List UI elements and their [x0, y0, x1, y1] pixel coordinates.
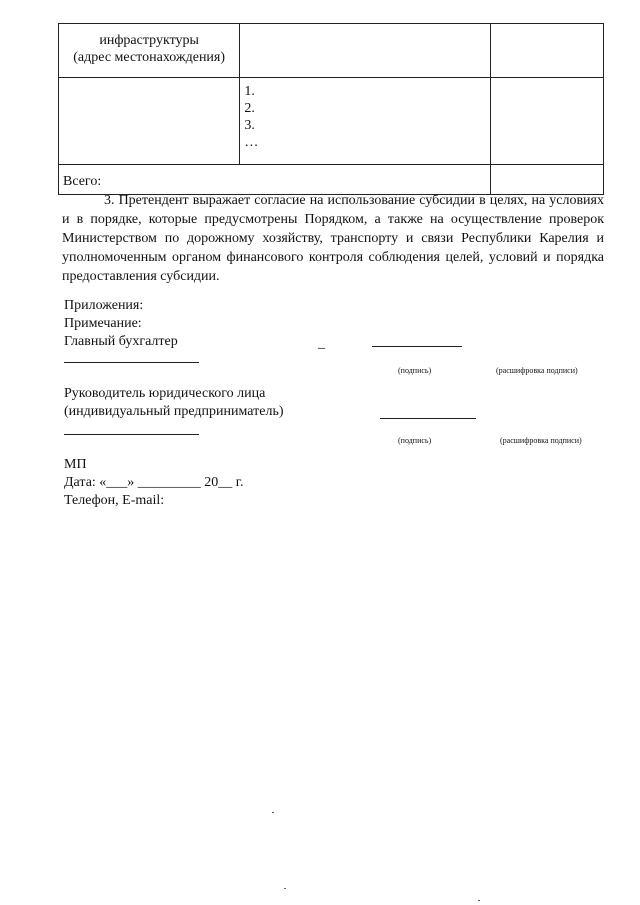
- attachments-label: Приложения:: [64, 298, 144, 313]
- scan-speck: [478, 900, 480, 901]
- list-item: 1.: [244, 84, 255, 99]
- accountant-decoding-caption: (расшифровка подписи): [496, 366, 578, 375]
- accountant-decoding-line: [372, 346, 462, 347]
- list-item: 2.: [244, 101, 255, 116]
- date-line: Дата: «___» _________ 20__ г.: [64, 475, 244, 490]
- head-title-line1: Руководитель юридического лица: [64, 386, 266, 401]
- subsidy-table: [58, 23, 604, 195]
- numbered-list-cell: [240, 78, 491, 165]
- list-item: …: [244, 135, 259, 150]
- head-decoding-line: [380, 418, 476, 419]
- infrastructure-address-cell: [59, 24, 240, 78]
- scan-speck: [284, 888, 286, 889]
- table-cell: [59, 78, 240, 165]
- chief-accountant-label: Главный бухгалтер: [64, 334, 178, 349]
- stamp-label: МП: [64, 457, 87, 472]
- table-row: [59, 24, 604, 78]
- consent-paragraph: 3. Претендент выражает согласие на использование субсидии в целях, на условиях и в порядке, которые предусмотрены Порядком, а также на осуществление проверок Министерством по дорожному хозяйству, транспорту и связи Республики Карелия и уполномоченным органом финансового контроля соблюдения целей, условий и порядка предоставления субсидии.: [62, 193, 604, 284]
- head-position-line: [64, 434, 199, 435]
- accountant-dash: _: [318, 336, 325, 351]
- table-row: [59, 165, 604, 195]
- total-label-cell: [59, 165, 491, 195]
- head-title-line2: (индивидуальный предприниматель): [64, 404, 284, 419]
- head-decoding-caption: (расшифровка подписи): [500, 436, 582, 445]
- table-row: [59, 78, 604, 165]
- table-cell: [240, 24, 491, 78]
- infrastructure-address-label: инфраструктуры (адрес местонахождения): [73, 33, 226, 65]
- head-signature-caption: (подпись): [398, 436, 432, 445]
- accountant-signature-caption: (подпись): [398, 366, 432, 375]
- total-label: Всего:: [63, 174, 102, 189]
- accountant-position-line: [64, 362, 199, 363]
- note-label: Примечание:: [64, 316, 142, 331]
- table-cell: [491, 24, 604, 78]
- table-cell: [491, 78, 604, 165]
- contacts-label: Телефон, E-mail:: [64, 493, 165, 508]
- total-value-cell: [491, 165, 604, 195]
- scan-speck: [272, 812, 274, 813]
- list-item: 3.: [244, 118, 255, 133]
